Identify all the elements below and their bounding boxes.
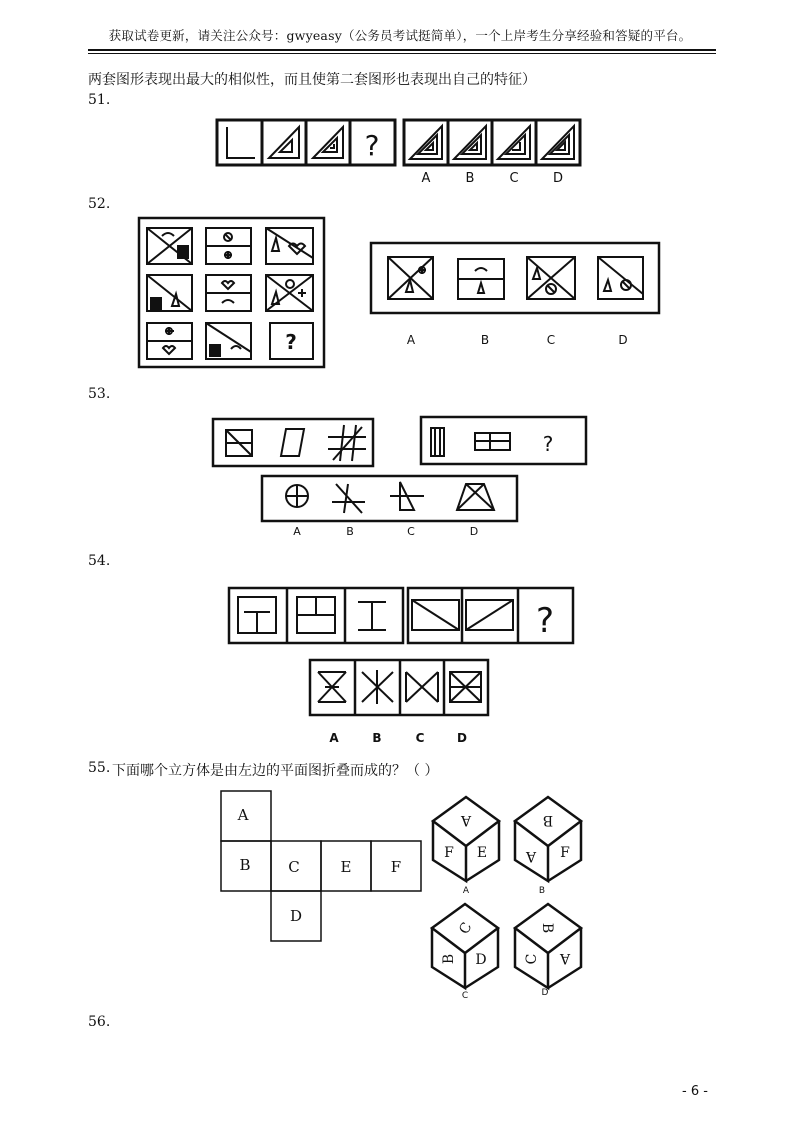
q52-option-label: C — [546, 333, 556, 347]
q53-option-label: C — [407, 525, 415, 538]
cube-face-top: B — [542, 812, 554, 828]
intro-text: 两套图形表现出最大的相似性，而且使第二套图形也表现出自己的特征） — [88, 72, 536, 88]
q55-net-face: F — [390, 858, 402, 876]
q51-option-label: D — [552, 171, 564, 186]
q55-number: 55. — [88, 760, 111, 776]
q54-option-label: D — [457, 731, 467, 745]
q51-option-label: B — [465, 171, 475, 186]
q54-figure — [229, 588, 573, 715]
q55-option-label: C — [461, 991, 469, 1001]
q53-option-label: B — [346, 525, 354, 538]
cube-face-top: A — [460, 812, 472, 828]
cube-face-left: A — [525, 848, 537, 864]
q54-number: 54. — [88, 553, 111, 569]
q55-text: 下面哪个立方体是由左边的平面图折叠而成的？（ ） — [112, 763, 439, 779]
cube-face-right: D — [475, 952, 487, 968]
cube-face-right: E — [476, 845, 488, 861]
q53-question-mark: ? — [542, 432, 554, 456]
q52-figure — [139, 218, 659, 367]
q54-option-label: B — [372, 731, 382, 745]
cube-face-top: C — [456, 919, 476, 938]
q52-number: 52. — [88, 196, 111, 212]
cube-face-left: C — [524, 953, 540, 965]
cube-face-right: F — [560, 845, 570, 861]
q51-option-label: C — [509, 171, 519, 186]
cube-face-left: B — [441, 953, 457, 965]
q54-option-label: C — [415, 731, 425, 745]
q55-net-face: A — [237, 806, 249, 824]
q54-option-label: A — [329, 731, 339, 745]
q53-figure — [213, 417, 586, 521]
q55-option-label: D — [541, 988, 549, 998]
q55-net-face: E — [340, 858, 352, 876]
q51-question-mark: ? — [364, 129, 380, 162]
cube-face-top: B — [539, 922, 555, 934]
cube-face-right: A — [559, 950, 571, 966]
q51-option-label: A — [421, 171, 431, 186]
q54-question-mark: ? — [535, 601, 555, 641]
q53-option-label: D — [469, 525, 479, 538]
q52-question-mark: ? — [285, 330, 297, 354]
cube-face-left: F — [444, 845, 454, 861]
q55-net-face: C — [288, 858, 300, 876]
page-header: 获取试卷更新，请关注公众号：gwyeasy（公务员考试挺简单），一个上岸考生分享经验和答疑的平台。 — [108, 28, 692, 43]
q51-number: 51. — [88, 92, 111, 108]
q55-net-face: B — [239, 856, 251, 874]
q53-option-label: A — [293, 525, 301, 538]
q52-option-label: D — [618, 333, 628, 347]
q55-option-label: A — [462, 886, 470, 896]
q55-option-label: B — [538, 886, 546, 896]
page-number: - 6 - — [682, 1084, 708, 1099]
q52-option-label: B — [480, 333, 490, 347]
q52-option-label: A — [406, 333, 416, 347]
q53-number: 53. — [88, 386, 111, 402]
q51-figure — [217, 120, 580, 165]
q55-net-face: D — [289, 907, 303, 925]
q56-number: 56. — [88, 1014, 111, 1030]
